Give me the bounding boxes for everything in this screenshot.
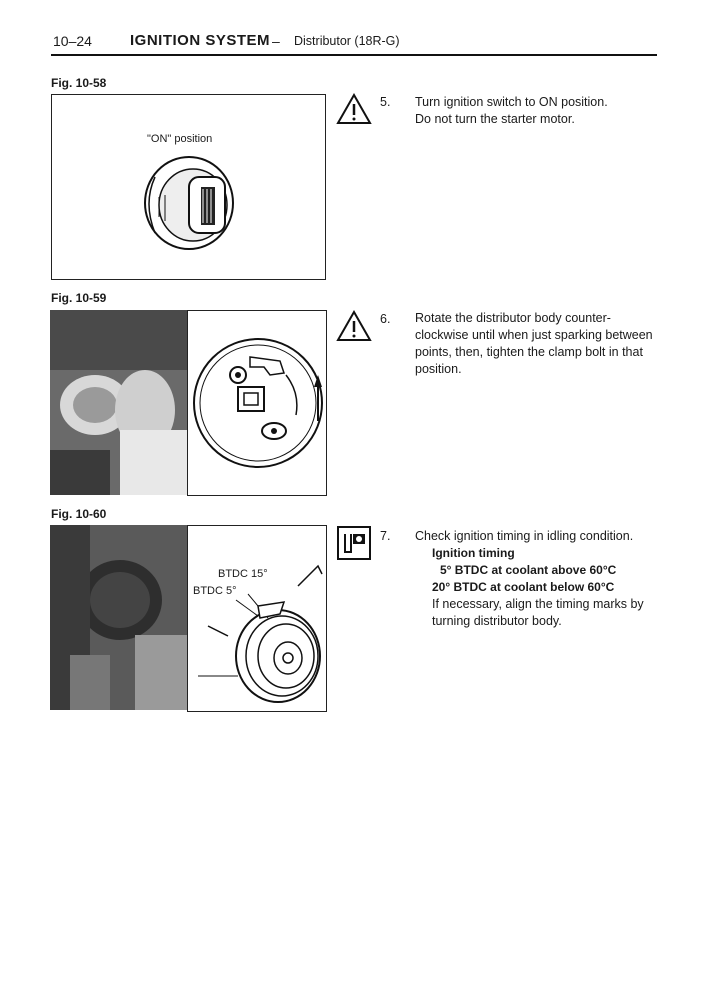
spec-line: 5° BTDC at coolant above 60°C	[440, 563, 617, 577]
section-title: IGNITION SYSTEM	[130, 32, 271, 49]
header-rule	[51, 54, 657, 56]
step-number: 5.	[380, 95, 391, 109]
engine-photo-image	[50, 525, 187, 710]
figure-callout: "ON" position	[147, 133, 213, 145]
step-line: Rotate the distributor body counter-	[415, 311, 611, 325]
distributor-photo-image	[50, 310, 187, 495]
page-number: 10–24	[53, 33, 92, 49]
figure-distributor-points	[187, 310, 327, 496]
step-line: turning distributor body.	[432, 614, 562, 628]
step-line: Turn ignition switch to ON position.	[415, 95, 608, 109]
callout-btdc-5: BTDC 5°	[193, 585, 237, 597]
timing-light-icon	[337, 526, 371, 560]
header-dash: –	[272, 33, 280, 49]
caution-triangle-icon	[336, 93, 372, 125]
spec-line: 20° BTDC at coolant below 60°C	[432, 580, 615, 594]
distributor-photo	[50, 310, 187, 495]
spec-title: Ignition timing	[432, 546, 515, 560]
step-line: position.	[415, 362, 462, 376]
step-text	[415, 310, 660, 378]
callout-btdc-15: BTDC 15°	[218, 568, 268, 580]
figure-label: Fig. 10-59	[51, 291, 107, 305]
caution-triangle-icon	[336, 310, 372, 342]
step-text: Check ignition timing in idling condition.	[415, 529, 634, 543]
step-number: 7.	[380, 529, 391, 543]
figure-label: Fig. 10-58	[51, 76, 107, 90]
step-number: 6.	[380, 312, 391, 326]
step-line: If necessary, align the timing marks by	[432, 597, 644, 611]
timing-marks-drawing	[188, 526, 326, 711]
step-line: Do not turn the starter motor.	[415, 112, 575, 126]
step-line: clockwise until when just sparking between	[415, 328, 653, 342]
step-text	[415, 94, 608, 128]
figure-timing-marks	[187, 525, 327, 712]
distributor-points-drawing	[188, 311, 326, 495]
subsection-title: Distributor (18R-G)	[294, 34, 400, 48]
engine-photo	[50, 525, 187, 710]
ignition-switch-drawing	[137, 147, 257, 257]
step-line: points, then, tighten the clamp bolt in that	[415, 345, 643, 359]
figure-ignition-switch	[51, 94, 326, 280]
step-text	[432, 596, 644, 630]
figure-label: Fig. 10-60	[51, 507, 107, 521]
